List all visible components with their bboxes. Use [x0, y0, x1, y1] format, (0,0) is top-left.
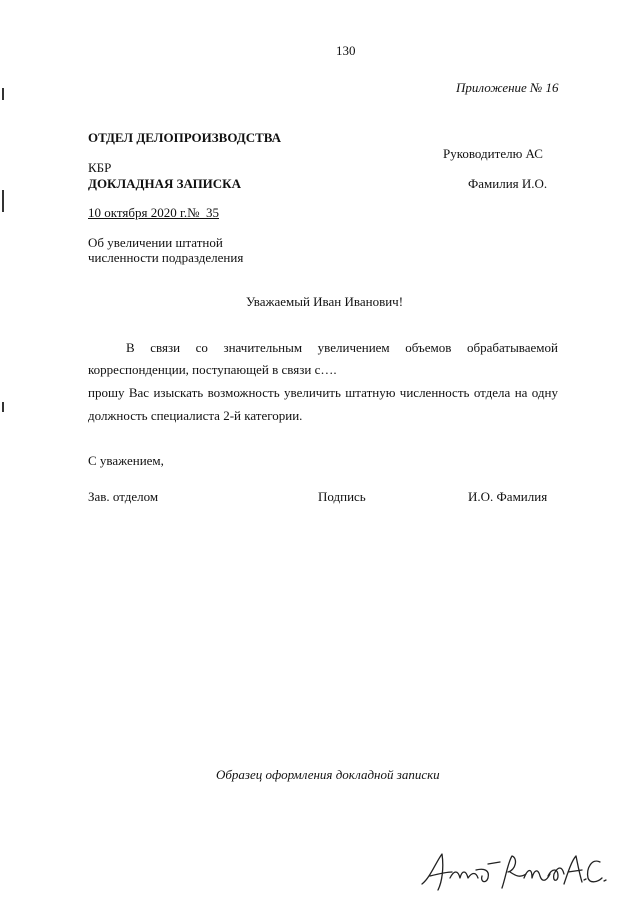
- handwritten-signature: [418, 848, 608, 896]
- document-type: ДОКЛАДНАЯ ЗАПИСКА: [88, 176, 241, 191]
- signature-placeholder: Подпись: [318, 489, 366, 504]
- document-number: 35: [206, 205, 219, 220]
- caption: Образец оформления докладной записки: [216, 767, 440, 782]
- appendix-label: Приложение № 16: [456, 80, 559, 95]
- subject-line-2: численности подразделения: [88, 250, 244, 265]
- page-number: 130: [336, 43, 356, 58]
- scan-mark-1: [2, 88, 4, 100]
- addressee-name: Фамилия И.О.: [468, 176, 548, 191]
- closing: С уважением,: [88, 453, 164, 468]
- subject-line-1: Об увеличении штатной: [88, 235, 223, 250]
- salutation: Уважаемый Иван Иванович!: [246, 294, 404, 309]
- body-line-4: должность специалиста 2-й категории.: [88, 408, 303, 423]
- organization: КБР: [88, 160, 112, 175]
- signer-position: Зав. отделом: [88, 489, 159, 504]
- body-line-1: В связи со значительным увеличением объемов обрабатываемой: [126, 340, 558, 355]
- document-date: [88, 205, 219, 221]
- signer-name: И.О. Фамилия: [468, 489, 548, 504]
- body-line-2: корреспонденции, поступающей в связи с….: [88, 362, 337, 377]
- date-prefix: 10 октября 2020 г.№: [88, 205, 200, 220]
- body-line-3: прошу Вас изыскать возможность увеличить штатную численность отдела на одну: [88, 385, 558, 400]
- scan-mark-3: [2, 402, 4, 412]
- addressee-position: Руководителю АС: [443, 146, 543, 161]
- department-name: ОТДЕЛ ДЕЛОПРОИЗВОДСТВА: [88, 130, 282, 145]
- scan-mark-2: [2, 190, 4, 212]
